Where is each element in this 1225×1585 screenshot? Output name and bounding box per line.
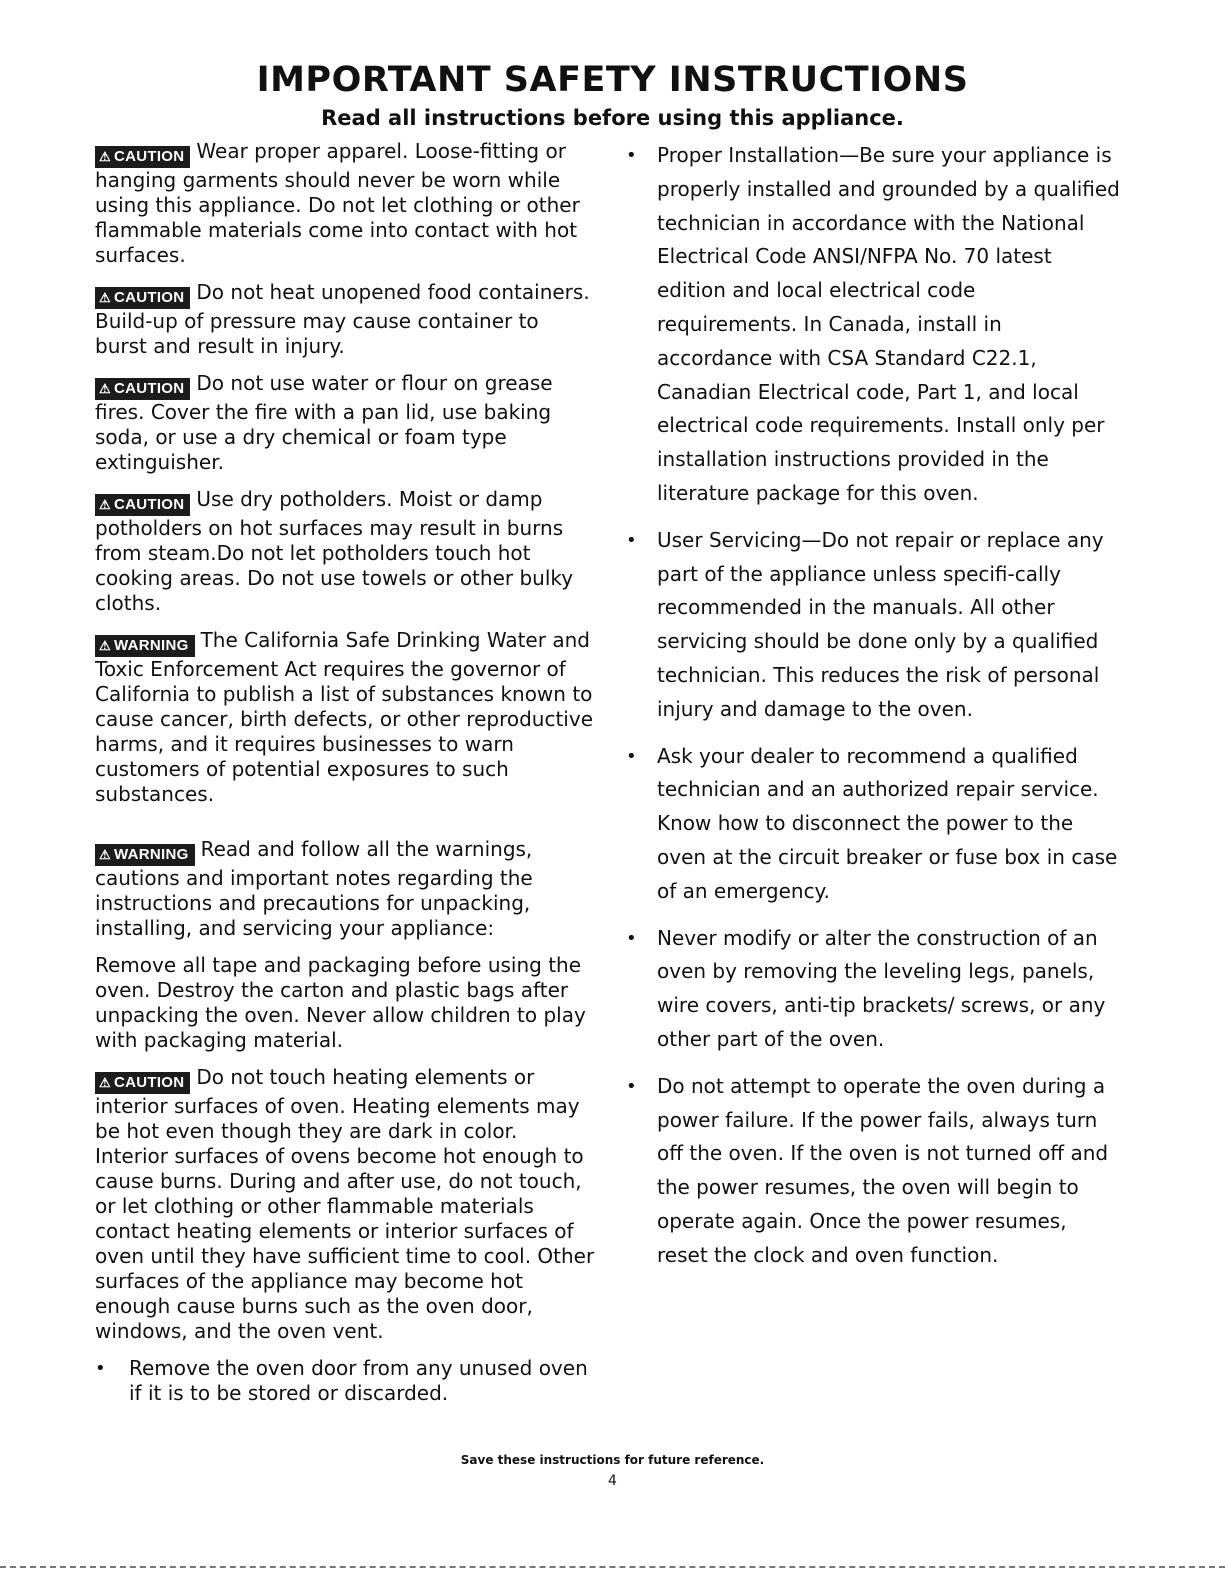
bullet-power-failure: • Do not attempt to operate the oven during a power failure. If the power fails, always turn off the oven. If the oven is not turned off and the power resumes, the oven will begin to operate again. Once the power resumes, reset the clock and oven function. <box>626 1070 1121 1273</box>
bullet-ask-dealer: • Ask your dealer to recommend a qualified technician and an authorized repair service. Know how to disconnect the power to the oven at the circuit breaker or fuse box in case of an emergency. <box>626 740 1121 909</box>
warning-triangle-icon: ⚠ <box>99 149 111 164</box>
bullet-remove-door: • Remove the oven door from any unused oven if it is to be stored or discarded. <box>95 1356 588 1405</box>
caution-apparel: ⚠ CAUTION Wear proper apparel. Loose-fitting or hanging garments should never be worn while using this appliance. Do not let clothing or other flammable materials come into contact with hot surfaces. <box>95 139 580 267</box>
warning-badge: ⚠ WARNING <box>95 844 195 866</box>
page-number: 4 <box>608 1473 617 1489</box>
footer-note: Save these instructions for future reference. <box>460 1453 765 1467</box>
bottom-dashed-divider <box>0 1566 1225 1568</box>
bullet-never-modify: • Never modify or alter the construction of an oven by removing the leveling legs, panels, wire covers, anti-tip brackets/ screws, or any other part of the oven. <box>626 922 1121 1057</box>
caution-badge: ⚠ CAUTION <box>95 494 190 516</box>
bullet-icon: • <box>626 529 637 551</box>
caution-grease-fires: ⚠ CAUTION Do not use water or flour on grease fires. Cover the fire with a pan lid, use baking soda, or use a dry chemical or foam type extinguisher. <box>95 371 553 474</box>
bullet-proper-installation: • Proper Installation—Be sure your appliance is properly installed and grounded by a qualified technician in accordance with the National Electrical Code ANSI/NFPA No. 70 latest edition and local electrical code requirements. In Canada, install in accordance with CSA Standard C22.1, Canadian Electrical code, Part 1, and local electrical code requirements. Install only per installation instructions provided in the literature package for this oven. <box>626 139 1121 511</box>
caution-badge: ⚠ CAUTION <box>95 378 190 400</box>
warning-triangle-icon: ⚠ <box>99 847 111 862</box>
caution-heating-elements: ⚠ CAUTION Do not touch heating elements or interior surfaces of oven. Heating elements may be hot even though they are dark in color. Interior surfaces of ovens become hot enough to cause burns. During and after use, do not touch, or let clothing or other flammable materials contact heating elements or interior surfaces of oven until they have sufficient time to cool. Other surfaces of the appliance may become hot enough cause burns such as the oven door, windows, and the oven vent. <box>95 1065 595 1343</box>
bullet-icon: • <box>95 1358 106 1379</box>
left-column <box>95 139 595 1419</box>
page-title: IMPORTANT SAFETY INSTRUCTIONS <box>256 60 969 100</box>
warning-california: ⚠ WARNING The California Safe Drinking Water and Toxic Enforcement Act requires the governor of California to publish a list of substances known to cause cancer, birth defects, or other reproductive harms, and it requires businesses to warn customers of potential exposures to such substances. <box>95 628 594 806</box>
caution-potholders: ⚠ CAUTION Use dry potholders. Moist or damp potholders on hot surfaces may result in burns from steam.Do not let potholders touch hot cooking areas. Do not use towels or other bulky cloths. <box>95 487 574 615</box>
warning-triangle-icon: ⚠ <box>99 381 111 396</box>
bullet-icon: • <box>626 927 637 949</box>
warning-triangle-icon: ⚠ <box>99 290 111 305</box>
caution-badge: ⚠ CAUTION <box>95 146 190 168</box>
bullet-user-servicing: • User Servicing—Do not repair or replace any part of the appliance unless specifi-cally recommended in the manuals. All other servicing should be done only by a qualified technician. This reduces the risk of personal injury and damage to the oven. <box>626 524 1121 727</box>
caution-food-containers: ⚠ CAUTION Do not heat unopened food containers. Build-up of pressure may cause container to burst and result in injury. <box>95 280 590 358</box>
right-column <box>626 139 1121 1286</box>
warning-triangle-icon: ⚠ <box>99 638 111 653</box>
caution-badge: ⚠ CAUTION <box>95 287 190 309</box>
packaging-paragraph: Remove all tape and packaging before using the oven. Destroy the carton and plastic bags after unpacking the oven. Never allow children to play with packaging material. <box>95 953 586 1052</box>
bullet-icon: • <box>626 145 637 166</box>
warning-badge: ⚠ WARNING <box>95 635 195 657</box>
warning-triangle-icon: ⚠ <box>99 1075 111 1090</box>
caution-badge: ⚠ CAUTION <box>95 1072 190 1094</box>
page-subtitle: Read all instructions before using this appliance. <box>321 106 904 130</box>
warning-read-follow: ⚠ WARNING Read and follow all the warnings, cautions and important notes regarding the instructions and precautions for unpacking, installing, and servicing your appliance: <box>95 837 533 940</box>
warning-triangle-icon: ⚠ <box>99 497 111 512</box>
bullet-icon: • <box>626 745 637 767</box>
bullet-icon: • <box>626 1075 637 1097</box>
